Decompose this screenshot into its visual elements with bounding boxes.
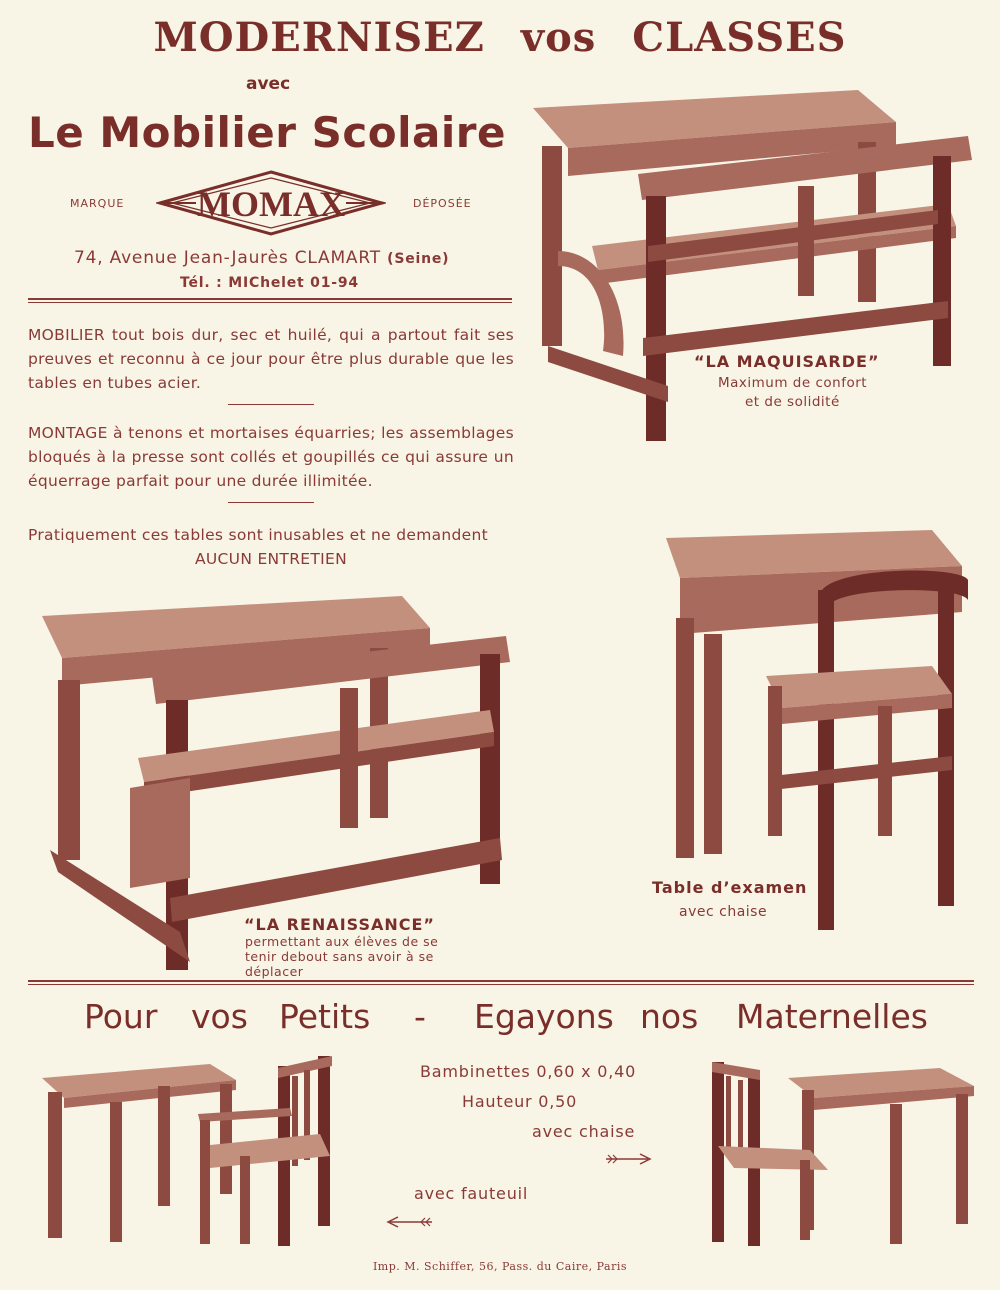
maquisarde-sub-2: et de solidité — [745, 394, 840, 410]
renaissance-sub-2: tenir debout sans avoir à se — [245, 949, 434, 964]
address — [74, 248, 449, 268]
bambinette-chaise-photo — [710, 1060, 978, 1248]
label-avec-fauteuil: avec fauteuil — [414, 1184, 529, 1203]
dims-bambinettes: Bambinettes 0,60 x 0,40 — [420, 1062, 637, 1081]
headline-word-vos: vos — [520, 14, 597, 61]
short-divider-2 — [228, 502, 314, 503]
header-divider — [28, 298, 512, 303]
petits-title-maternelles: Maternelles — [736, 997, 928, 1036]
maquisarde-title: “LA MAQUISARDE” — [694, 352, 880, 371]
marque-label: MARQUE — [70, 197, 125, 210]
examen-sub: avec chaise — [679, 904, 768, 920]
logo-text: MOMAX — [197, 184, 345, 224]
headline-word-classes: CLASSES — [632, 14, 847, 61]
petits-title-petits: Petits — [279, 997, 371, 1036]
phone: Tél. : MIChelet 01-94 — [180, 275, 359, 291]
renaissance-sub-3: déplacer — [245, 964, 304, 979]
headline — [0, 14, 1000, 61]
address-region: (Seine) — [387, 251, 450, 267]
examen-table-photo — [662, 526, 972, 936]
short-divider-1 — [228, 404, 314, 405]
label-avec-chaise: avec chaise — [532, 1122, 636, 1141]
dims-hauteur: Hauteur 0,50 — [462, 1092, 578, 1111]
bambinette-fauteuil-photo — [40, 1056, 336, 1251]
avec-label: avec — [246, 74, 291, 94]
deposee-label: DÉPOSÉE — [413, 197, 472, 210]
section-divider — [28, 980, 974, 985]
arrow-left-icon — [386, 1214, 434, 1230]
maquisarde-sub-1: Maximum de confort — [718, 375, 868, 391]
paragraph-mobilier: MOBILIER tout bois dur, sec et huilé, qui a partout fait ses preuves et reconnu à ce jour pour être plus durable que les tables en tubes acier. — [28, 326, 514, 392]
renaissance-title: “LA RENAISSANCE” — [244, 915, 435, 934]
petits-title-vos: vos — [191, 997, 248, 1036]
address-main: 74, Avenue Jean-Jaurès CLAMART — [74, 248, 381, 268]
examen-title: Table d’examen — [652, 878, 808, 897]
arrow-right-icon — [604, 1151, 652, 1167]
petits-title-dash: - — [414, 997, 426, 1036]
brand-line: Le Mobilier Scolaire — [28, 108, 506, 157]
renaissance-sub-1: permettant aux élèves de se — [245, 934, 439, 949]
petits-title-pour: Pour — [84, 997, 158, 1036]
paragraph-montage: MONTAGE à tenons et mortaises équarries; les assemblages bloqués à la presse sont collés et goupillés ce qui assure un équerrage parfait pour une durée illimitée. — [28, 424, 514, 490]
paragraph-entretien-1: Pratiquement ces tables sont inusables et ne demandent — [28, 526, 489, 544]
petits-title-nos: nos — [640, 997, 699, 1036]
petits-title-egayons: Egayons — [474, 997, 614, 1036]
headline-word-modernisez: MODERNISEZ — [153, 14, 485, 61]
paragraph-entretien-2: AUCUN ENTRETIEN — [195, 550, 347, 568]
momax-logo — [156, 170, 386, 236]
printer-credit: Imp. M. Schiffer, 56, Pass. du Caire, Paris — [372, 1260, 628, 1273]
